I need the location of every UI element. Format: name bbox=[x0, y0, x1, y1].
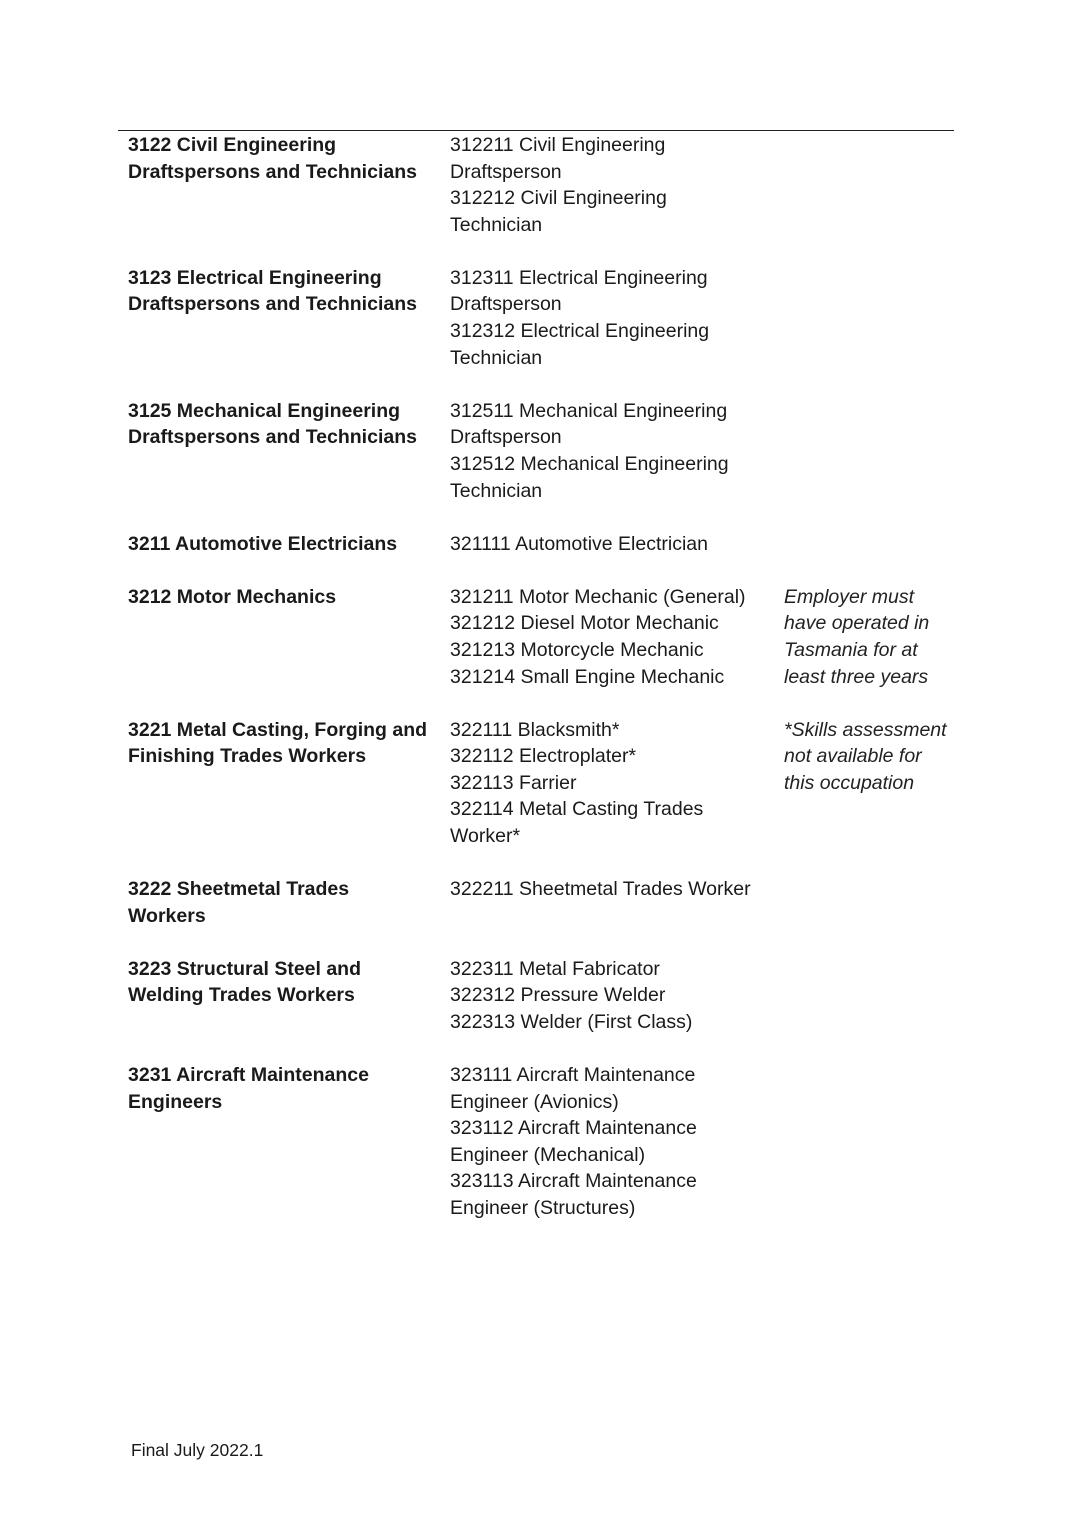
table-row bbox=[128, 876, 954, 929]
occupations-cell bbox=[450, 531, 784, 558]
occupation-item: 321212 Diesel Motor Mechanic bbox=[450, 612, 719, 635]
table-row bbox=[128, 132, 954, 238]
unit-group-cell bbox=[128, 531, 450, 558]
occupation-table bbox=[128, 132, 954, 1248]
occupation-item: 322211 Sheetmetal Trades Worker bbox=[450, 878, 751, 901]
occupation-item: 312312 Electrical Engineering Technician bbox=[450, 320, 710, 369]
occupation-item: 323112 Aircraft Maintenance Engineer (Mechanical) bbox=[450, 1117, 697, 1166]
table-row bbox=[128, 584, 954, 690]
occupation-item: 323111 Aircraft Maintenance Engineer (Avionics) bbox=[450, 1064, 696, 1113]
note-cell bbox=[784, 584, 954, 690]
note-text: Employer must have operated in Tasmania for at least three years bbox=[784, 585, 930, 688]
occupation-item: 322312 Pressure Welder bbox=[450, 984, 666, 1007]
note-cell bbox=[784, 717, 954, 797]
unit-group-cell bbox=[128, 584, 450, 611]
unit-group-title: 3222 Sheetmetal Trades Workers bbox=[128, 878, 350, 927]
occupation-item: 321211 Motor Mechanic (General) bbox=[450, 585, 746, 608]
table-row bbox=[128, 398, 954, 504]
table-row bbox=[128, 717, 954, 850]
occupation-item: 321213 Motorcycle Mechanic bbox=[450, 638, 704, 661]
occupation-item: 312212 Civil Engineering Technician bbox=[450, 187, 667, 236]
unit-group-title: 3212 Motor Mechanics bbox=[128, 585, 337, 608]
occupations-cell bbox=[450, 876, 784, 903]
unit-group-cell bbox=[128, 717, 450, 770]
unit-group-cell bbox=[128, 265, 450, 318]
occupation-item: 312311 Electrical Engineering Draftsperson bbox=[450, 266, 708, 316]
occupations-cell bbox=[450, 717, 784, 850]
note-text: *Skills assessment not available for this occupation bbox=[784, 718, 947, 794]
occupations-cell bbox=[450, 398, 784, 504]
occupation-item: 322112 Electroplater* bbox=[450, 745, 637, 768]
table-row bbox=[128, 265, 954, 371]
table-row bbox=[128, 531, 954, 558]
occupation-item: 321111 Automotive Electrician bbox=[450, 532, 708, 555]
unit-group-cell bbox=[128, 876, 450, 929]
occupations-cell bbox=[450, 956, 784, 1036]
unit-group-cell bbox=[128, 132, 450, 185]
occupation-item: 322111 Blacksmith* bbox=[450, 718, 620, 741]
unit-group-title: 3223 Structural Steel and Welding Trades Workers bbox=[128, 957, 362, 1007]
unit-group-title: 3221 Metal Casting, Forging and Finishing Trades Workers bbox=[128, 718, 428, 768]
occupation-item: 322114 Metal Casting Trades Worker* bbox=[450, 798, 704, 847]
unit-group-cell bbox=[128, 956, 450, 1009]
footer-version: Final July 2022.1 bbox=[131, 1440, 264, 1460]
occupation-item: 322311 Metal Fabricator bbox=[450, 957, 660, 980]
table-top-rule bbox=[118, 130, 954, 131]
occupation-item: 312511 Mechanical Engineering Draftsperson bbox=[450, 399, 728, 449]
occupation-item: 322313 Welder (First Class) bbox=[450, 1010, 693, 1033]
unit-group-title: 3125 Mechanical Engineering Draftspersons and Technicians bbox=[128, 399, 417, 449]
unit-group-title: 3123 Electrical Engineering Draftspersons and Technicians bbox=[128, 266, 417, 316]
unit-group-title: 3211 Automotive Electricians bbox=[128, 532, 398, 555]
unit-group-title: 3122 Civil Engineering Draftspersons and Technicians bbox=[128, 134, 417, 183]
unit-group-cell bbox=[128, 1062, 450, 1115]
unit-group-cell bbox=[128, 398, 450, 451]
occupations-cell bbox=[450, 584, 784, 690]
occupation-item: 322113 Farrier bbox=[450, 771, 577, 794]
occupation-item: 321214 Small Engine Mechanic bbox=[450, 665, 725, 688]
table-row bbox=[128, 1062, 954, 1222]
occupation-item: 312211 Civil Engineering Draftsperson bbox=[450, 134, 666, 183]
occupation-item: 323113 Aircraft Maintenance Engineer (Structures) bbox=[450, 1170, 697, 1219]
occupations-cell bbox=[450, 265, 784, 371]
table-row bbox=[128, 956, 954, 1036]
occupations-cell bbox=[450, 132, 784, 238]
unit-group-title: 3231 Aircraft Maintenance Engineers bbox=[128, 1064, 369, 1113]
occupation-item: 312512 Mechanical Engineering Technician bbox=[450, 452, 729, 502]
occupations-cell bbox=[450, 1062, 784, 1222]
